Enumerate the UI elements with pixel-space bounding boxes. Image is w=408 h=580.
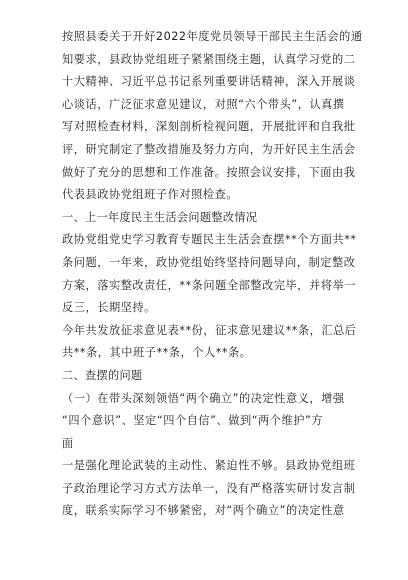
paragraph-line: 按照县委关于开好2022年度党员领导干部民主生活会的通 [62, 30, 363, 43]
paragraph-line: 代表县政协党组班子作对照检查。 [62, 188, 239, 202]
paragraph-line: 写对照检查材料，深刻剖析检视问题，开展批评和自我批 [62, 120, 356, 134]
paragraph-line: 政协党组党史学习教育专题民主生活会查摆**个方面共** [62, 233, 357, 247]
paragraph-line: 十大精神、习近平总书记系列重要讲话精神，深入开展谈 [62, 75, 356, 89]
subsection-heading: （一）在带头深刻领悟“两个确立”的决定性意义，增强 [62, 391, 345, 405]
paragraph-line: 共**条，其中班子**条，个人**条。 [62, 346, 252, 360]
document-body [62, 26, 362, 523]
paragraph-line: 子政治理论学习方式方法单一，没有严格落实研讨发言制 [62, 481, 356, 495]
paragraph-line: 知要求，县政协党组班子紧紧围绕主题，认真学习党的二 [62, 52, 356, 66]
subsection-heading: 面 [62, 436, 74, 450]
section-heading: 一、上一年度民主生活会问题整改情况 [62, 210, 258, 224]
paragraph-line: 评，研究制定了整改措施及努力方向，为开好民主生活会 [62, 142, 356, 156]
paragraph-line: 方案，落实整改责任，**条问题全部整改完毕，并将举一 [62, 278, 356, 292]
paragraph-line: 今年共发放征求意见表**份，征求意见建议**条，汇总后 [62, 323, 357, 337]
paragraph-line: 心谈话，广泛征求意见建议，对照“六个带头”，认真撰 [62, 97, 345, 111]
paragraph-line: 度，联系实际学习不够紧密，对“两个确立”的决定性意 [62, 504, 345, 518]
subsection-heading: “四个意识”、坚定“四个自信”、做到“两个维护”方 [62, 414, 324, 428]
section-heading: 二、查摆的问题 [62, 368, 143, 382]
paragraph-line: 反三，长期坚持。 [62, 301, 156, 315]
paragraph-line: 一是强化理论武装的主动性、紧迫性不够。县政协党组班 [62, 459, 356, 473]
paragraph-line: 条问题，一年来，政协党组始终坚持问题导向，制定整改 [62, 255, 356, 269]
paragraph-line: 做好了充分的思想和工作准备。按照会议安排，下面由我 [62, 165, 356, 179]
